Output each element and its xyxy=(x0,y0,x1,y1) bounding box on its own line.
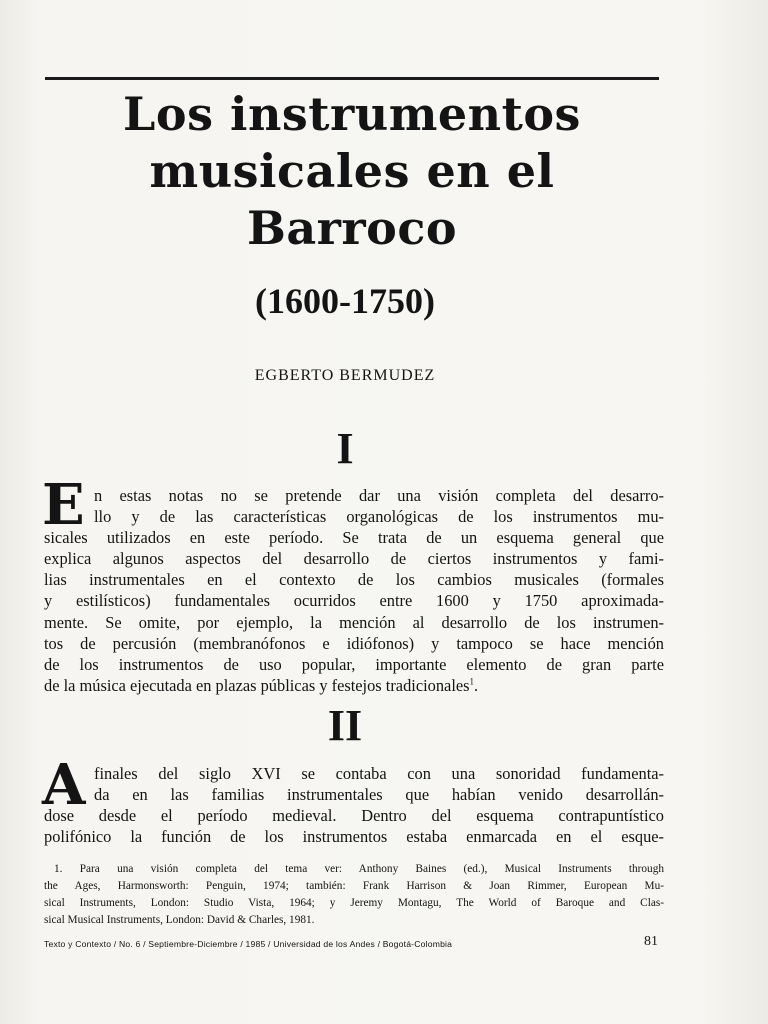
title-line: Los instrumentos xyxy=(123,87,581,141)
text-line: tos de percusión (membranófonos e idiófonos) y tampoco se hace mención xyxy=(44,633,664,653)
footnote-reference[interactable]: 1 xyxy=(469,676,475,687)
text-line: mente. Se omite, por ejemplo, la mención al desarrollo de los instrumen- xyxy=(44,612,664,632)
text-line: polifónico la función de los instrumentos estaba enmarcada en el esque- xyxy=(44,827,664,847)
dropcap-letter: E xyxy=(42,472,85,538)
text-line: sicales utilizados en este período. Se trata de un esquema general que xyxy=(44,528,664,548)
text-line: llo y de las características organológicas de los instrumentos mu- xyxy=(94,507,664,527)
text-line: n estas notas no se pretende dar una visión completa del desarro- xyxy=(94,486,664,505)
section-numeral-1: I xyxy=(336,424,354,473)
text-line-last xyxy=(44,675,664,696)
end-punctuation: . xyxy=(474,675,479,695)
dropcap-letter: A xyxy=(42,752,86,818)
article-author: EGBERTO BERMUDEZ xyxy=(254,367,436,384)
title-line: musicales en el xyxy=(149,144,555,198)
journal-citation: Texto y Contexto / No. 6 / Septiembre-Diciembre / 1985 / Universidad de los Andes / Bogotá-Colombia xyxy=(44,939,453,949)
footnote-line: sical Musical Instruments, London: David & Charles, 1981. xyxy=(44,914,315,926)
footnote-line: the Ages, Harmonsworth: Penguin, 1974; también: Frank Harrison & Joan Rimmer, European Mu- xyxy=(44,880,664,892)
text-line: de los instrumentos de uso popular, importante elemento de gran parte xyxy=(44,654,664,674)
footnotes xyxy=(44,861,664,929)
section-numeral-2: II xyxy=(327,701,363,750)
text-line: lias instrumentales en el contexto de los cambios musicales (formales xyxy=(44,570,664,590)
text-line: finales del siglo XVI se contaba con una sonoridad fundamenta- xyxy=(94,764,664,783)
text-line: explica algunos aspectos del desarrollo de ciertos instrumentos y fami- xyxy=(44,549,664,569)
text-line: dose desde el período medieval. Dentro del esquema contrapuntístico xyxy=(44,806,664,826)
footnote-line: 1. Para una visión completa del tema ver: Anthony Baines (ed.), Musical Instruments through xyxy=(54,863,664,875)
section-1-paragraph xyxy=(44,485,664,696)
article-dates: (1600-1750) xyxy=(255,281,435,321)
text-line: y estilísticos) fundamentales ocurridos entre 1600 y 1750 aproximada- xyxy=(44,591,664,611)
title-line: Barroco xyxy=(246,201,458,255)
text-line-content: de la música ejecutada en plazas públicas y festejos tradicionales xyxy=(44,675,470,695)
text-line: da en las familias instrumentales que habían venido desarrollán- xyxy=(94,785,664,805)
section-2-paragraph xyxy=(44,763,664,847)
footnote-line: sical Instruments, London: Studio Vista, 1964; y Jeremy Montagu, The World of Baroque and Clas- xyxy=(44,897,664,909)
article-title xyxy=(45,86,659,257)
page-number: 81 xyxy=(644,934,658,949)
title-rule xyxy=(45,77,659,80)
